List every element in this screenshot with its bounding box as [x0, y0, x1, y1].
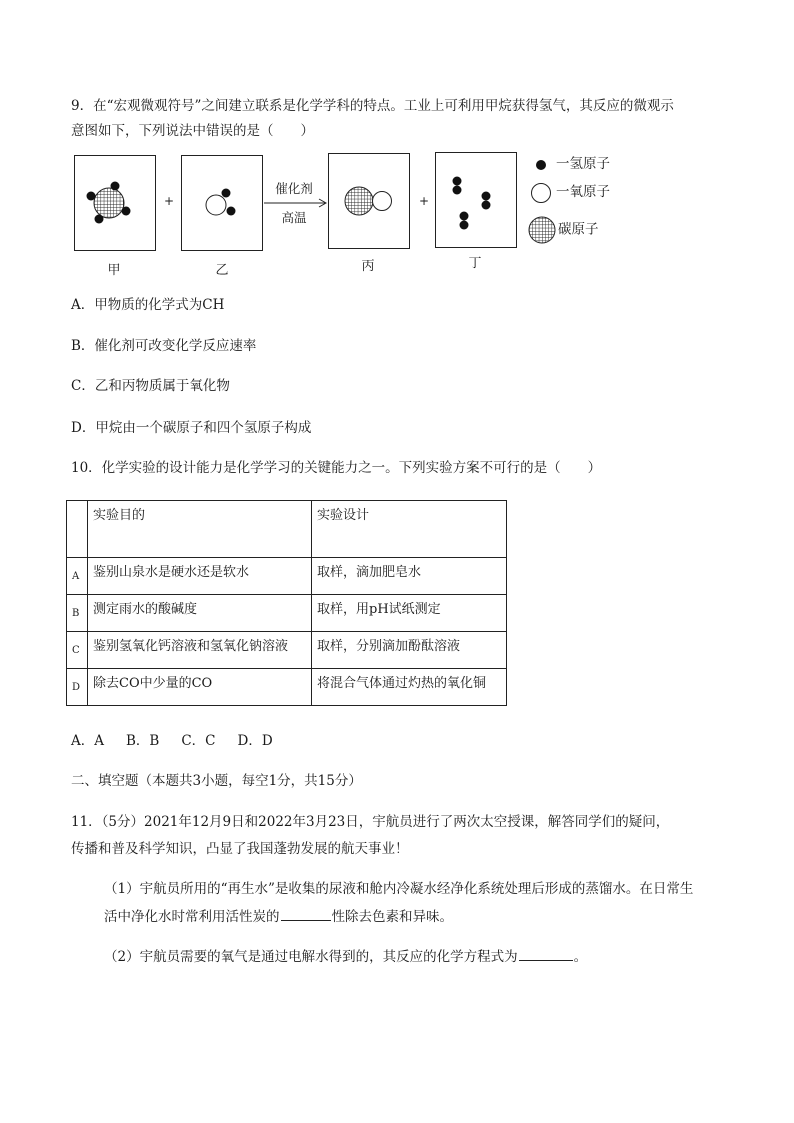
- plus-sign-2: +: [419, 194, 430, 208]
- q11-sub1-text-a: 活中净化水时常利用活性炭的: [104, 909, 280, 925]
- row-id: C: [67, 632, 88, 669]
- q9-stem-line1: 9．在“宏观微观符号”之间建立联系是化学学科的特点。工业上可利用甲烷获得氢气，其反应的微观示: [71, 98, 674, 114]
- row-design: 将混合气体通过灼热的氧化铜: [312, 669, 507, 706]
- q11-sub1-line1: （1）宇航员所用的“再生水”是收集的尿液和舱内冷凝水经净化系统处理后形成的蒸馏水。在日常生: [104, 881, 694, 897]
- row-purpose: 除去CO中少量的CO: [88, 669, 312, 706]
- box-jia: [74, 155, 156, 251]
- q11-sub2-text-b: 。: [573, 949, 588, 965]
- label-jia: 甲: [107, 263, 121, 278]
- q11-sub2-text-a: （2）宇航员需要的氧气是通过电解水得到的，其反应的化学方程式为: [104, 949, 518, 965]
- legend-oxygen-text: 一氧原子: [556, 184, 610, 200]
- row-purpose: 鉴别氢氧化钙溶液和氢氧化钠溶液: [88, 632, 312, 669]
- label-yi: 乙: [215, 263, 229, 278]
- table-row: [67, 632, 507, 669]
- q11-sub2: [104, 946, 587, 967]
- legend-hydrogen-text: 一氢原子: [556, 156, 610, 172]
- legend-carbon: [526, 215, 599, 245]
- condition-temperature: 高温: [281, 210, 307, 225]
- box-yi: [181, 155, 263, 251]
- q9-stem-line2: 意图如下，下列说法中错误的是（ ）: [71, 123, 314, 139]
- q10-answer-d: D．D: [237, 733, 273, 749]
- row-purpose: 鉴别山泉水是硬水还是软水: [88, 558, 312, 595]
- q10-answer-a: A．A: [71, 733, 104, 749]
- row-design: 取样，分别滴加酚酞溶液: [312, 632, 507, 669]
- legend-carbon-text: 碳原子: [558, 221, 599, 238]
- answer-blank-1[interactable]: [281, 906, 331, 921]
- q9-option-d: D．甲烷由一个碳原子和四个氢原子构成: [71, 420, 312, 436]
- q9-option-b: B．催化剂可改变化学反应速率: [71, 338, 257, 354]
- table-row: [67, 558, 507, 595]
- row-design: 取样，滴加肥皂水: [312, 558, 507, 595]
- header-purpose: 实验目的: [88, 501, 312, 558]
- legend-hydrogen: [526, 152, 610, 175]
- experiment-table: [66, 500, 507, 706]
- open-circle-icon: [526, 182, 556, 204]
- q10-stem: 10．化学实验的设计能力是化学学习的关键能力之一。下列实验方案不可行的是（ ）: [71, 460, 602, 476]
- header-design: 实验设计: [312, 501, 507, 558]
- box-bing: [328, 153, 410, 249]
- q10-answer-c: C．C: [181, 733, 216, 749]
- condition-catalyst: 催化剂: [275, 181, 313, 196]
- q11-stem-line1: 11．（5分）2021年12月9日和2022年3月23日，宇航员进行了两次太空授课，解答同学们的疑问，: [71, 814, 670, 830]
- row-id: B: [67, 595, 88, 632]
- table-row: [67, 595, 507, 632]
- box-ding: [435, 152, 517, 248]
- label-bing: 丙: [361, 259, 375, 274]
- reaction-arrow-icon: [263, 198, 329, 208]
- q10-answer-b: B．B: [126, 733, 160, 749]
- row-design: 取样，用pH试纸测定: [312, 595, 507, 632]
- answer-blank-2[interactable]: [519, 946, 573, 961]
- filled-circle-icon: [526, 155, 556, 175]
- section-title: 二、填空题（本题共3小题，每空1分，共15分）: [71, 773, 362, 789]
- hatched-circle-icon: [526, 215, 558, 245]
- q9-option-c: C．乙和丙物质属于氧化物: [71, 378, 230, 394]
- q9-option-a: A．甲物质的化学式为CH: [71, 297, 225, 313]
- table-row: [67, 669, 507, 706]
- carbon-monoxide-molecule-icon: [329, 154, 409, 248]
- methane-molecule-icon: [75, 156, 155, 250]
- header-index: [67, 501, 88, 558]
- q10-answers: [71, 731, 295, 751]
- q11-stem-line2: 传播和普及科学知识，凸显了我国蓬勃发展的航天事业！: [71, 841, 409, 857]
- row-id: A: [67, 558, 88, 595]
- hydrogen-molecules-icon: [436, 153, 516, 247]
- row-id: D: [67, 669, 88, 706]
- row-purpose: 测定雨水的酸碱度: [88, 595, 312, 632]
- water-molecule-icon: [182, 156, 262, 250]
- q11-sub1-line2: [104, 906, 453, 927]
- plus-sign-1: +: [164, 194, 175, 208]
- label-ding: 丁: [468, 256, 482, 271]
- legend-oxygen: [526, 180, 610, 204]
- table-header-row: [67, 501, 507, 558]
- q11-sub1-text-b: 性除去色素和异味。: [331, 909, 453, 925]
